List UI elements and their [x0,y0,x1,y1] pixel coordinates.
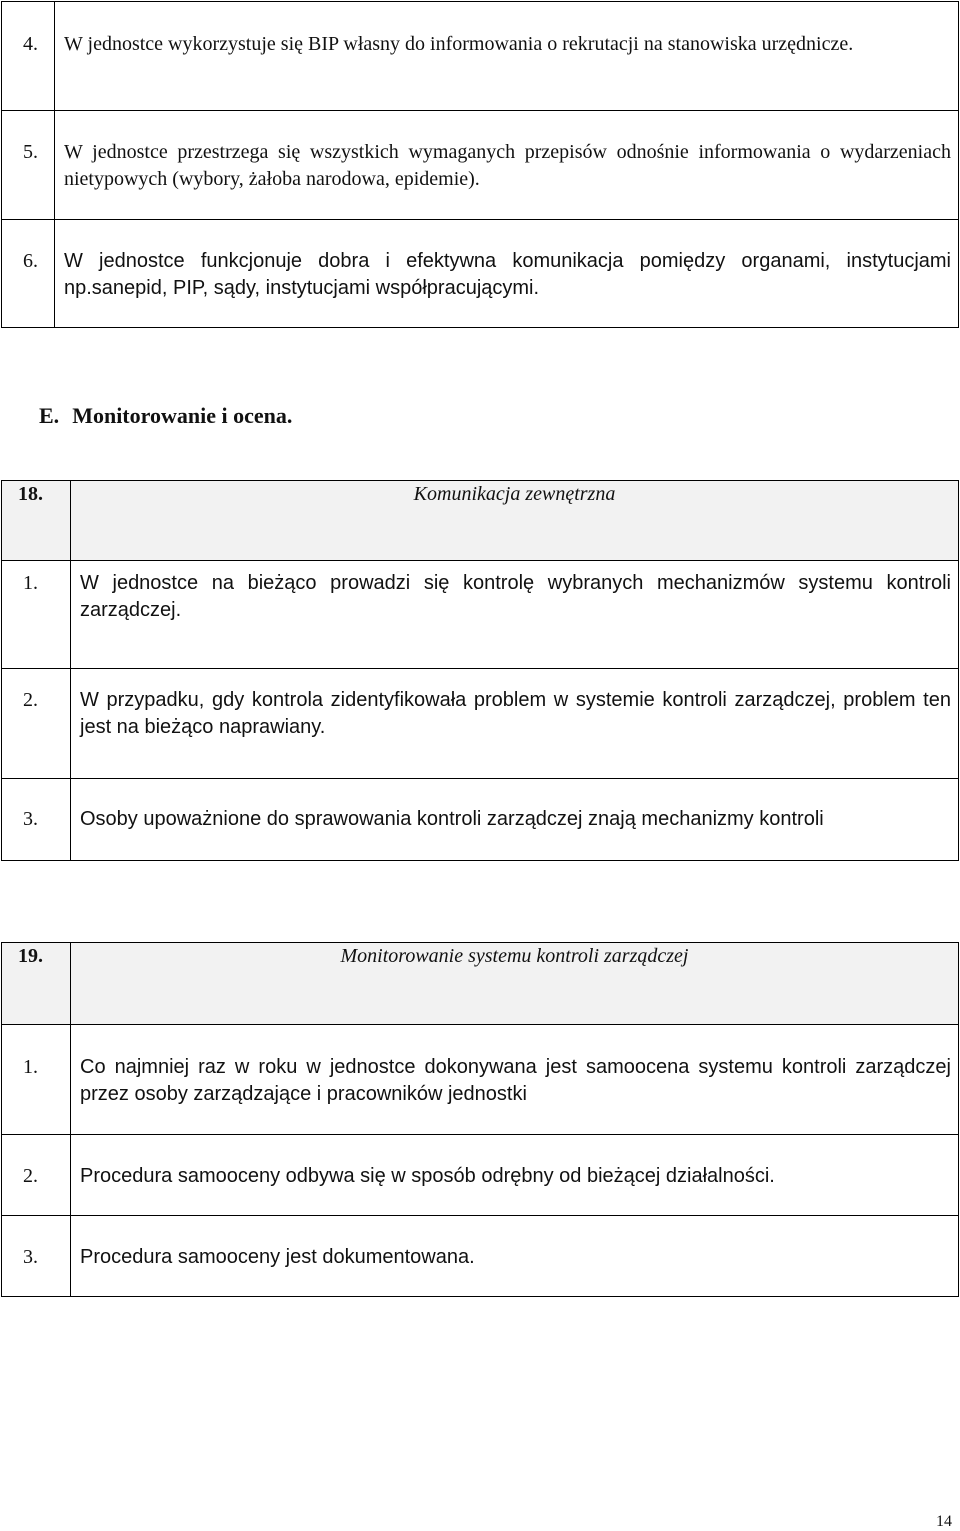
block-number: 19. [2,943,71,1025]
item-text: Procedura samooceny jest dokumentowana. [71,1216,959,1297]
item-text: Procedura samooceny odbywa się w sposób odrębny od bieżącej działalności. [71,1135,959,1216]
table-row [2,779,959,861]
table-row [2,111,959,220]
block-header [2,481,959,561]
item-text: W przypadku, gdy kontrola zidentyfikowała problem w systemie kontroli zarządczej, problem ten jest na bieżąco naprawiany. [71,669,959,779]
block-title: Komunikacja zewnętrzna [71,481,959,561]
item-number: 6. [2,220,55,328]
block-number: 18. [2,481,71,561]
item-text: W jednostce przestrzega się wszystkich wymaganych przepisów odnośnie informowania o wydarzeniach nietypowych (wybory, żałoba narodowa, epidemie). [55,111,959,220]
table-row [2,2,959,111]
block-header [2,943,959,1025]
section-heading [39,402,292,430]
item-text: W jednostce funkcjonuje dobra i efektywna komunikacja pomiędzy organami, instytucjami np.sanepid, PIP, sądy, instytucjami współpracującymi. [55,220,959,328]
table-row [2,220,959,328]
section-letter: E. [39,403,60,428]
table-row [2,669,959,779]
item-number: 2. [2,1135,71,1216]
table-row [2,561,959,669]
top-items-table [1,1,959,328]
block-18-table [1,480,959,861]
block-title: Monitorowanie systemu kontroli zarządczej [71,943,959,1025]
table-row [2,1216,959,1297]
block-19-table [1,942,959,1297]
section-title: Monitorowanie i ocena. [72,403,293,428]
item-number: 3. [2,1216,71,1297]
item-number: 4. [2,2,55,111]
table-row [2,1025,959,1135]
item-text: Co najmniej raz w roku w jednostce dokonywana jest samoocena systemu kontroli zarządczej przez osoby zarządzające i pracowników jednostki [71,1025,959,1135]
item-number: 5. [2,111,55,220]
item-text: W jednostce wykorzystuje się BIP własny do informowania o rekrutacji na stanowiska urzędnicze. [55,2,959,111]
table-row [2,1135,959,1216]
item-number: 3. [2,779,71,861]
item-number: 1. [2,561,71,669]
item-text: W jednostce na bieżąco prowadzi się kontrolę wybranych mechanizmów systemu kontroli zarządczej. [71,561,959,669]
item-number: 2. [2,669,71,779]
item-number: 1. [2,1025,71,1135]
item-text: Osoby upoważnione do sprawowania kontroli zarządczej znają mechanizmy kontroli [71,779,959,861]
page-number: 14 [936,1513,952,1530]
